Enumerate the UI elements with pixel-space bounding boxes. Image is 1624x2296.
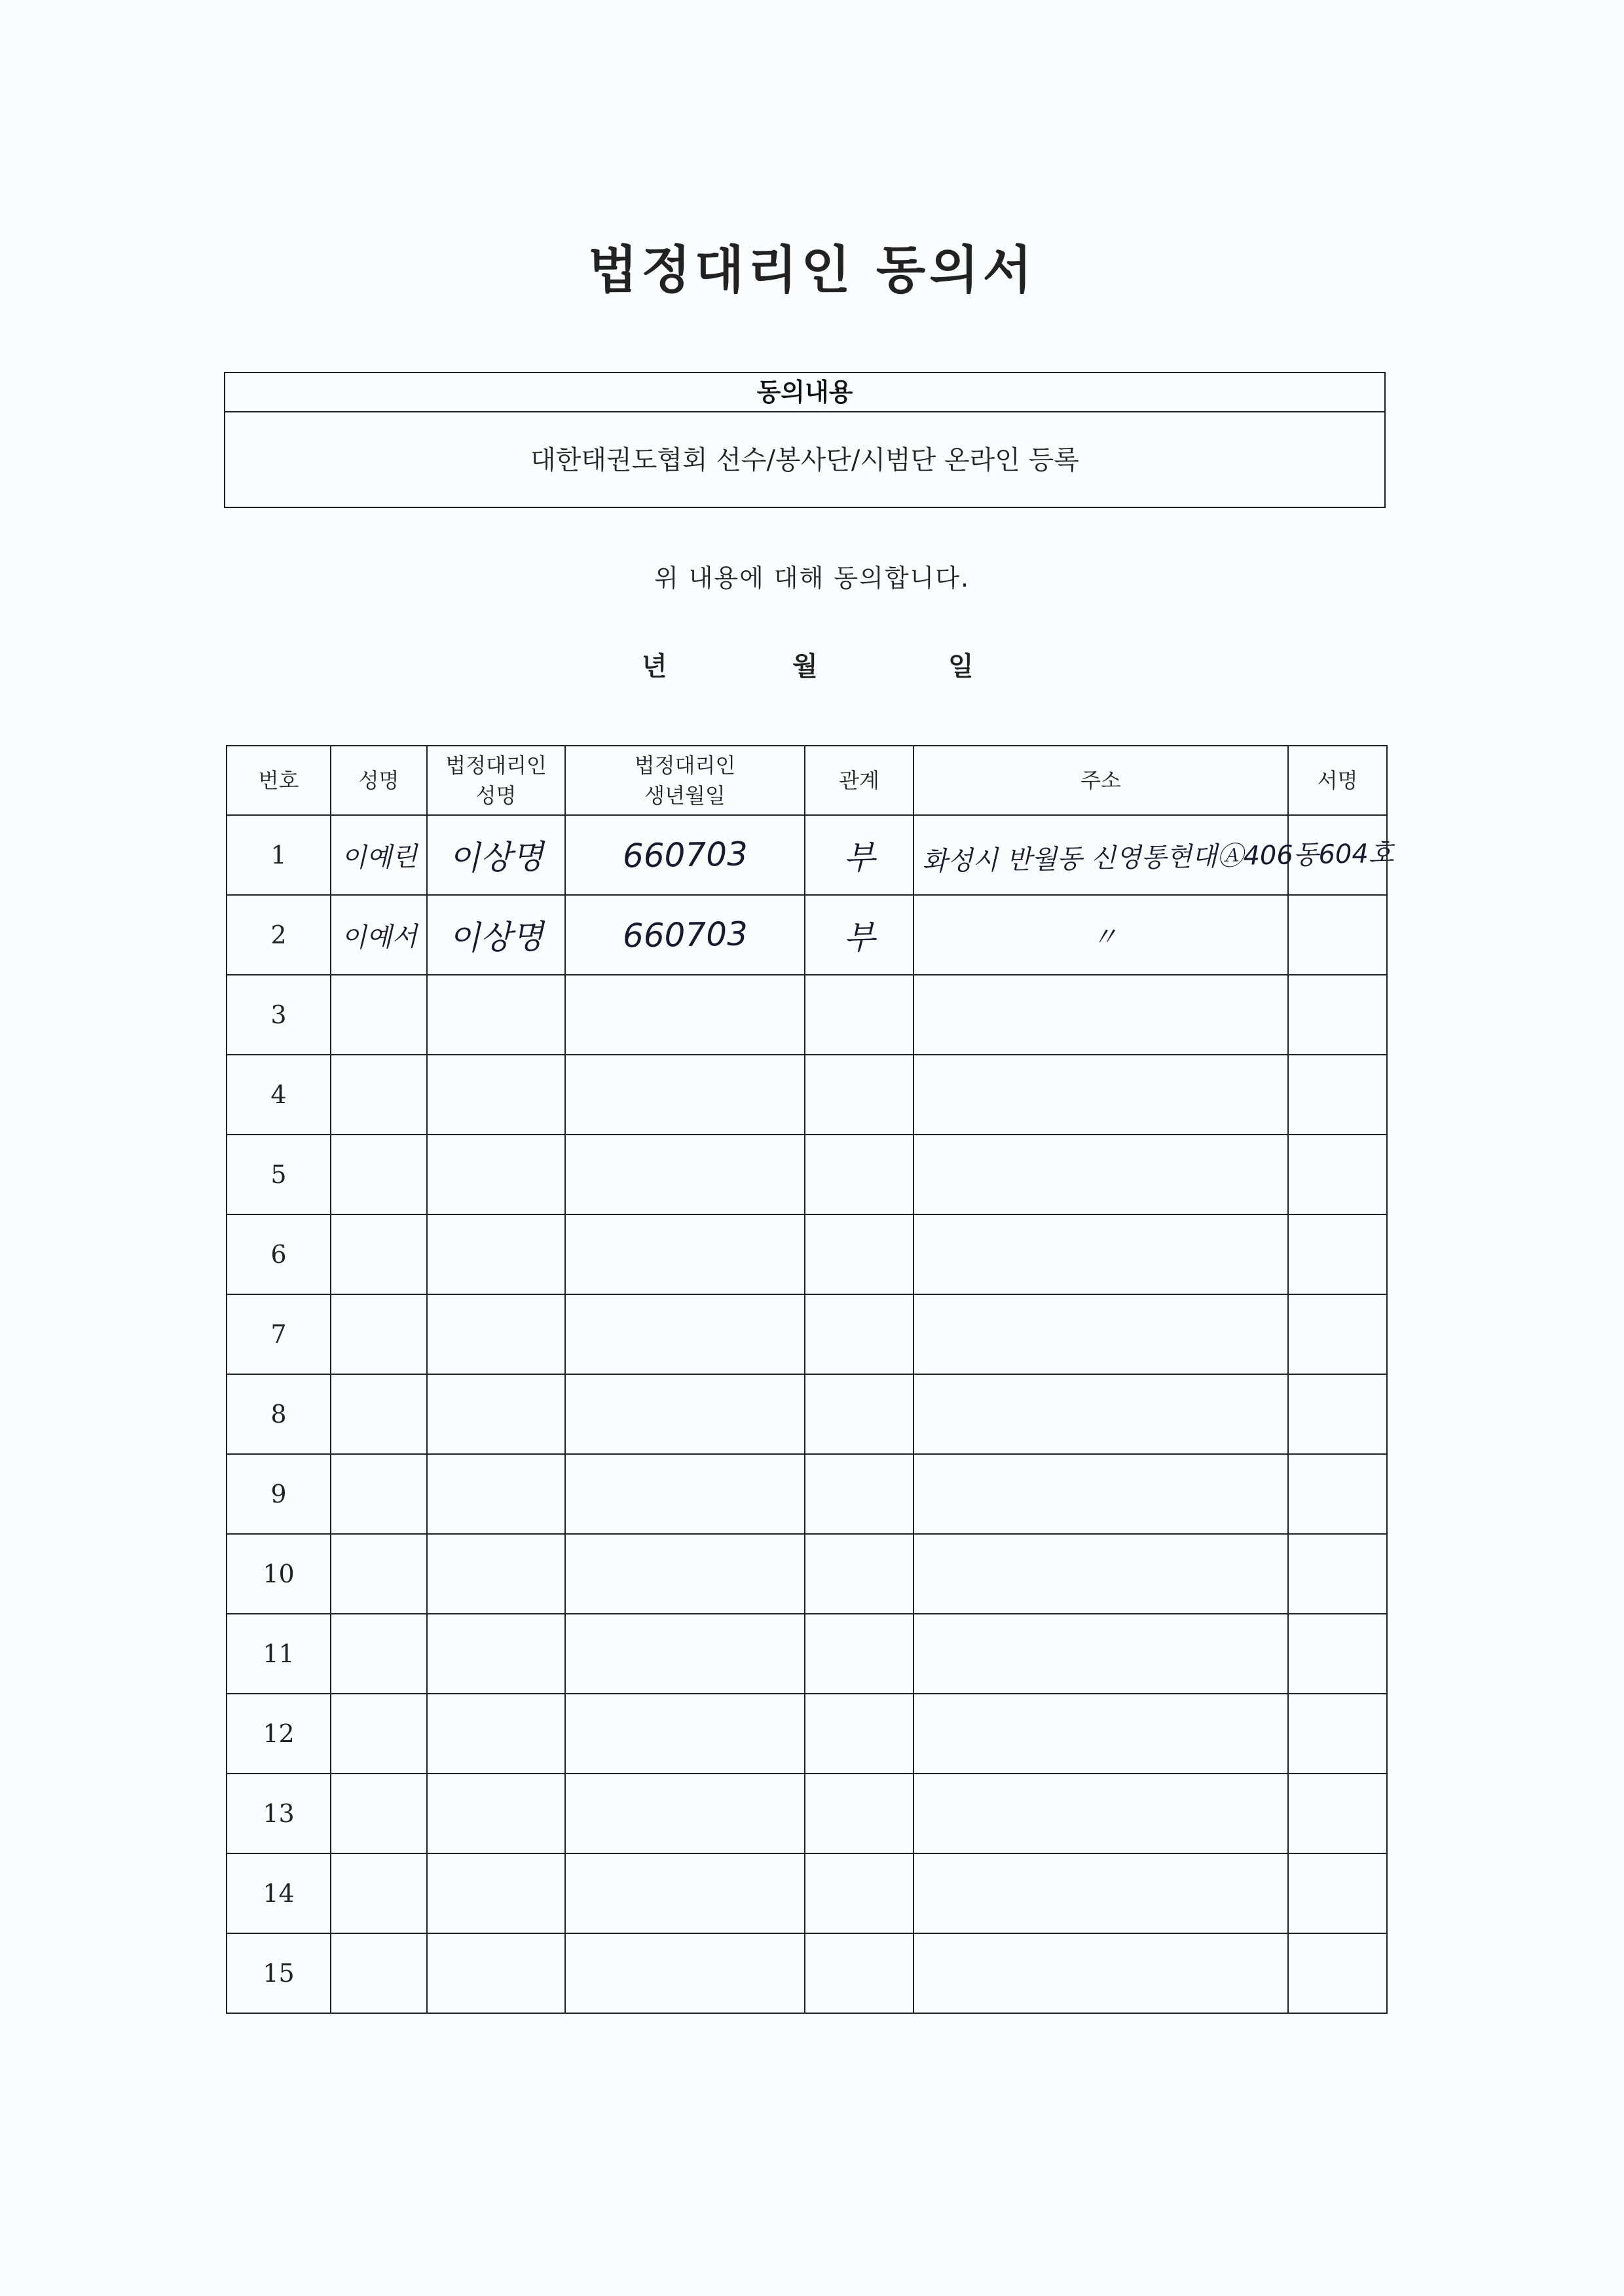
cell-relation [805,1853,913,1933]
cell-guardian-name [427,1135,565,1214]
cell-relation [805,1294,913,1374]
cell-guardian-name [427,1374,565,1454]
document-title: 법정대리인 동의서 [588,241,1036,300]
cell-relation [805,815,913,895]
cell-relation [805,1534,913,1614]
cell-guardian-birth-text: 660703 [622,915,748,955]
cell-guardian-birth [565,1774,805,1853]
cell-name [331,895,427,975]
cell-guardian-name [427,1853,565,1933]
cell-relation [805,1214,913,1294]
cell-no: 11 [227,1614,331,1694]
cell-address [913,1694,1288,1774]
cell-address [913,1614,1288,1694]
cell-address [913,1534,1288,1614]
table-row [227,1055,1387,1135]
cell-name [331,1055,427,1135]
cell-relation [805,1135,913,1214]
table-row [227,1214,1387,1294]
header-guardian-name-line2: 성명 [475,783,517,808]
address-wrap [914,837,1394,877]
cell-guardian-birth [565,1294,805,1374]
address-wrap [914,1959,1287,1988]
cell-address [913,1454,1288,1534]
cell-guardian-birth [565,1374,805,1454]
cell-guardian-name [427,1294,565,1374]
cell-relation [805,1055,913,1135]
table-body [227,815,1394,2013]
header-name: 성명 [331,746,427,815]
cell-name [331,1294,427,1374]
cell-address [913,1774,1288,1853]
table-row [227,1534,1387,1614]
cell-no: 14 [227,1853,331,1933]
cell-name [331,815,427,895]
address-wrap [914,1240,1287,1269]
date-month-label: 월 [792,651,818,682]
cell-relation [805,1614,913,1694]
cell-relation [805,1374,913,1454]
date-day-label: 일 [948,651,974,682]
cell-guardian-birth [565,975,805,1055]
cell-address-text: 화성시 반월동 신영통현대Ⓐ406동604호 [921,838,1394,877]
cell-no: 12 [227,1694,331,1774]
table-row [227,1294,1387,1374]
cell-name [331,1933,427,2013]
cell-guardian-name [427,1933,565,2013]
address-wrap [914,917,1287,954]
cell-name [331,1454,427,1534]
consent-box [224,372,1386,508]
table-header-row [227,746,1387,815]
cell-address [913,1135,1288,1214]
cell-guardian-birth [565,895,805,975]
cell-signature [1288,1214,1387,1294]
cell-no: 10 [227,1534,331,1614]
cell-guardian-birth [565,815,805,895]
header-guardian-birth-line1: 법정대리인 [634,753,736,778]
cell-no: 3 [227,975,331,1055]
cell-guardian-birth [565,1614,805,1694]
header-relation: 관계 [805,746,913,815]
address-wrap [914,1719,1287,1748]
cell-guardian-birth-text: 660703 [622,835,748,875]
cell-signature [1288,1135,1387,1214]
cell-guardian-name [427,1454,565,1534]
address-wrap [914,1879,1287,1908]
table-row [227,1774,1387,1853]
cell-signature [1288,975,1387,1055]
cell-address [913,1214,1288,1294]
table-row [227,975,1387,1055]
cell-guardian-birth [565,1933,805,2013]
cell-signature [1288,1454,1387,1534]
table-row [227,895,1387,975]
cell-guardian-birth [565,1853,805,1933]
cell-signature [1288,1614,1387,1694]
address-wrap [914,1480,1287,1508]
cell-name-text: 이예서 [341,921,417,953]
cell-signature [1288,1774,1387,1853]
cell-address [913,815,1394,895]
consent-header: 동의내용 [225,373,1384,412]
cell-name-text: 이예린 [341,841,417,873]
cell-signature [1288,1853,1387,1933]
cell-guardian-name-text: 이상명 [448,917,544,958]
table-row [227,1933,1387,2013]
agree-statement: 위 내용에 대해 동의합니다. [654,564,970,592]
cell-address [913,1853,1288,1933]
cell-name [331,1694,427,1774]
table-row [227,815,1387,895]
cell-address [913,895,1288,975]
cell-relation [805,975,913,1055]
cell-guardian-name [427,815,565,895]
header-address: 주소 [913,746,1288,815]
cell-signature [1288,1933,1387,2013]
table-row [227,1135,1387,1214]
cell-no: 1 [227,815,331,895]
cell-guardian-birth [565,1135,805,1214]
address-wrap [914,1639,1287,1668]
cell-relation [805,1774,913,1853]
cell-no: 6 [227,1214,331,1294]
cell-relation [805,895,913,975]
cell-name [331,1374,427,1454]
cell-relation [805,1454,913,1534]
cell-guardian-birth [565,1214,805,1294]
cell-address [913,975,1288,1055]
address-wrap [914,1080,1287,1109]
header-signature: 서명 [1288,746,1387,815]
address-wrap [914,1320,1287,1349]
cell-address [913,1374,1288,1454]
cell-relation-text: 부 [843,918,876,957]
cell-address-text: 〃 [1091,922,1118,953]
cell-guardian-birth [565,1454,805,1534]
address-wrap [914,1400,1287,1429]
header-guardian-birth [565,746,805,815]
cell-guardian-name [427,1694,565,1774]
cell-guardian-name [427,1774,565,1853]
cell-signature [1288,1534,1387,1614]
cell-no: 9 [227,1454,331,1534]
cell-signature [1288,1294,1387,1374]
table-row [227,1614,1387,1694]
cell-address [913,1055,1288,1135]
cell-name [331,1853,427,1933]
cell-guardian-name [427,975,565,1055]
cell-relation [805,1933,913,2013]
cell-guardian-birth [565,1694,805,1774]
cell-no: 13 [227,1774,331,1853]
address-wrap [914,1000,1287,1029]
cell-no: 8 [227,1374,331,1454]
cell-name [331,1534,427,1614]
cell-address [913,1933,1288,2013]
header-guardian-name-line1: 법정대리인 [445,753,547,778]
cell-no: 15 [227,1933,331,2013]
cell-signature [1288,895,1387,975]
address-wrap [914,1559,1287,1588]
cell-guardian-name [427,1214,565,1294]
cell-guardian-name [427,1614,565,1694]
cell-no: 2 [227,895,331,975]
table-row [227,1853,1387,1933]
cell-no: 5 [227,1135,331,1214]
cell-signature [1288,1694,1387,1774]
cell-guardian-name [427,895,565,975]
cell-guardian-name [427,1055,565,1135]
date-year-label: 년 [642,651,667,682]
cell-signature [1288,1055,1387,1135]
table-row [227,1694,1387,1774]
table-row [227,1374,1387,1454]
cell-no: 7 [227,1294,331,1374]
registration-table [226,745,1394,2014]
cell-name [331,1214,427,1294]
address-wrap [914,1799,1287,1828]
cell-guardian-birth [565,1055,805,1135]
cell-name [331,975,427,1055]
cell-relation [805,1694,913,1774]
cell-relation-text: 부 [843,838,876,877]
cell-name [331,1614,427,1694]
header-guardian-name [427,746,565,815]
cell-name [331,1774,427,1853]
table-row [227,1454,1387,1534]
cell-guardian-name-text: 이상명 [448,837,544,878]
header-guardian-birth-line2: 생년월일 [644,783,726,808]
cell-guardian-name [427,1534,565,1614]
cell-no: 4 [227,1055,331,1135]
cell-name [331,1135,427,1214]
cell-signature [1288,1374,1387,1454]
header-no: 번호 [227,746,331,815]
cell-guardian-birth [565,1534,805,1614]
consent-body: 대한태권도협회 선수/봉사단/시범단 온라인 등록 [530,445,1079,475]
cell-address [913,1294,1288,1374]
address-wrap [914,1160,1287,1189]
